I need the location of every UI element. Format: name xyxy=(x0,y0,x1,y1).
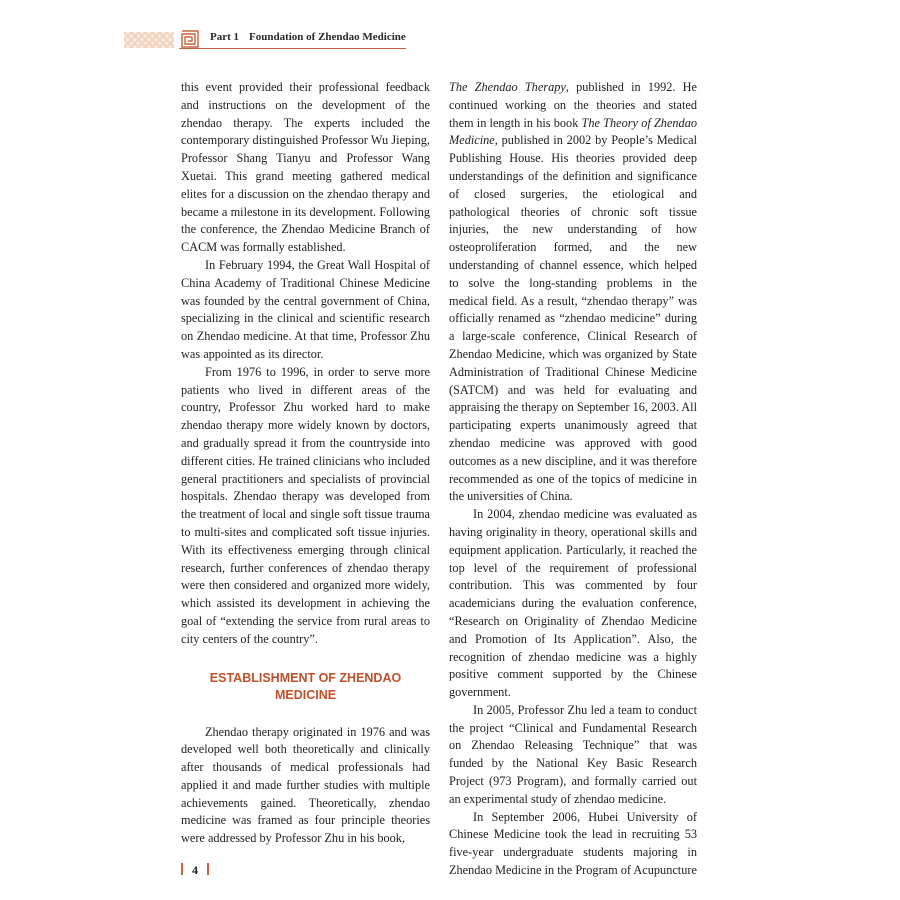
right-paragraphs xyxy=(449,79,697,880)
footer-bar-left xyxy=(181,863,183,875)
footer-bar-right xyxy=(207,863,209,875)
paragraph xyxy=(449,506,697,702)
part-title: Foundation of Zhendao Medicine xyxy=(249,31,406,43)
paragraph xyxy=(449,702,697,809)
body-text: , published in 1992. He continued working on the theories and stated them in length in his book xyxy=(449,80,697,130)
body-text: From 1976 to 1996, in order to serve more patients who lived in different areas of the country, Professor Zhu worked hard to make zhendao therapy more widely known by doctors, and gradually spread it from the countryside into different cities. He trained clinicians who included general practitioners and specialists of provincial hospitals. Zhendao therapy was developed from the treatment of local and single soft tissue trauma to multi-sites and complicated soft tissue injuries. With its effectiveness emerging through clinical research, further conferences of zhendao therapy were then considered and organized more widely, which assisted its development in achieving the goal of “extending the service from rural areas to city centers of the country”. xyxy=(181,364,430,646)
paragraph xyxy=(449,809,697,880)
body-text: In September 2006, Hubei University of Chinese Medicine took the lead in recruiting 53 five-year undergraduate students majoring in Zhendao Medicine in the Program of Acupuncture xyxy=(449,809,697,878)
paragraph xyxy=(181,724,430,849)
italic-title-text: The Zhendao Therapy xyxy=(449,80,566,94)
header-rule xyxy=(179,48,406,49)
left-paragraphs-after-heading xyxy=(181,724,430,849)
section-heading xyxy=(181,670,430,704)
body-text: In 2005, Professor Zhu led a team to conduct the project “Clinical and Fundamental Research on Zhendao Releasing Technique” that was funded by the National Key Basic Research Project (973 Program), and formally carried out an experimental study of zhendao medicine. xyxy=(449,702,697,806)
paragraph xyxy=(449,79,697,506)
square-spiral-icon xyxy=(181,30,199,48)
body-text: this event provided their professional feedback and instructions on the development of the zhendao therapy. The experts included the contemporary distinguished Professor Wu Jieping, Professor Shang Tianyu and Professor Wang Xuetai. This grand meeting gathered medical elites for a discussion on the zhendao therapy and became a milestone in its development. Following the conference, the Zhendao Medicine Branch of CACM was formally established. xyxy=(181,80,430,255)
right-column xyxy=(449,79,697,880)
running-header xyxy=(210,31,406,43)
paragraph xyxy=(181,79,430,257)
body-text: , published in 2002 by People’s Medical Publishing House. His theories provided deep understandings of the definition and significance of closed surgeries, the etiological and pathological theories of chronic soft tissue injuries, the new understanding of how osteoproliferation formed, and the new understanding of channel essence, which helped to solve the long-standing problems in the medical field. As a result, “zhendao therapy” was officially renamed as “zhendao medicine” during a large-scale conference, Clinical Research of Zhendao Medicine, which was organized by State Administration of Traditional Chinese Medicine (SATCM) and was held for evaluating and appraising the therapy on September 16, 2003. All participating experts unanimously agreed that zhendao medicine was approved with good outcomes as a new discipline, and it was therefore recommended as one of the topics of medicine in the universities of China. xyxy=(449,133,697,504)
page-footer xyxy=(181,863,209,878)
body-text: Zhendao therapy originated in 1976 and was developed well both theoretically and clinically after thousands of medical professionals had applied it and made further studies with multiple achievements gained. Theoretically, zhendao medicine was framed as four principle theories were addressed by Professor Zhu in his book, xyxy=(181,724,430,846)
body-text: In 2004, zhendao medicine was evaluated as having originality in theory, operational skills and equipment application. Particularly, it reached the top level of the requirement of professional contribution. This was commented by four academicians during the evaluation conference, “Research on Originality of Zhendao Medicine and Promotion of Its Application”. Also, the recognition of zhendao medicine was a highly positive comment supported by the Chinese government. xyxy=(449,507,697,700)
italic-title-text: The Theory of Zhendao Medicine xyxy=(449,115,698,148)
section-heading-line-2: MEDICINE xyxy=(274,687,337,702)
paragraph xyxy=(181,257,430,364)
body-text: In February 1994, the Great Wall Hospital of China Academy of Traditional Chinese Medicine was founded by the central government of China, specializing in the clinical and scientific research on Zhendao medicine. At that time, Professor Zhu was appointed as its director. xyxy=(181,257,430,361)
section-heading-line-1: ESTABLISHMENT OF ZHENDAO xyxy=(209,670,402,685)
part-label: Part 1 xyxy=(210,31,240,43)
paragraph xyxy=(181,364,430,649)
header-decorative-pattern xyxy=(124,32,174,48)
page-number: 4 xyxy=(192,863,198,877)
left-column xyxy=(181,79,430,848)
left-paragraphs xyxy=(181,79,430,649)
